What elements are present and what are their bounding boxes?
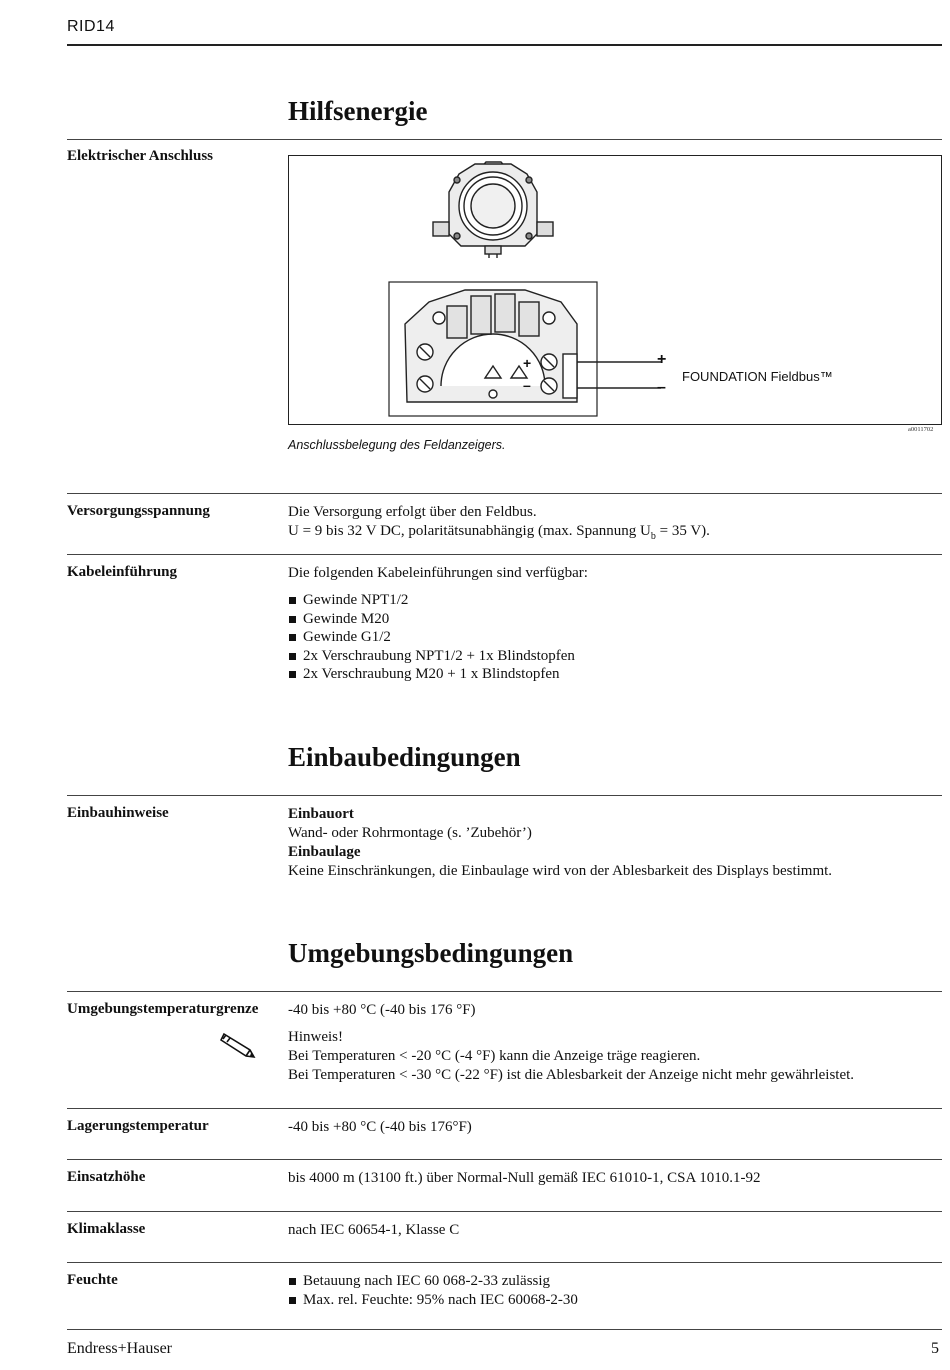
bus-plus-sign: + xyxy=(657,351,667,368)
row-rule xyxy=(67,554,942,555)
umgebungstemperatur-value: -40 bis +80 °C (-40 bis 176 °F) xyxy=(288,1002,476,1018)
versorgung-line-2 xyxy=(288,522,710,546)
header-doc-id: RID14 xyxy=(67,18,115,35)
list-item: Betauung nach IEC 60 068-2-33 zulässig xyxy=(288,1272,578,1291)
lagerungstemperatur-value: -40 bis +80 °C (-40 bis 176°F) xyxy=(288,1119,472,1135)
fieldbus-label: FOUNDATION Fieldbus™ xyxy=(682,369,833,384)
kabeleinfuehrung-intro: Die folgenden Kabeleinführungen sind verfügbar: xyxy=(288,565,588,581)
klimaklasse-value: nach IEC 60654-1, Klasse C xyxy=(288,1222,460,1238)
einsatzhoehe-value: bis 4000 m (13100 ft.) über Normal-Null gemäß IEC 61010-1, CSA 1010.1-92 xyxy=(288,1170,761,1186)
label-elektrischer-anschluss: Elektrischer Anschluss xyxy=(67,148,213,164)
row-rule xyxy=(67,493,942,494)
kabeleinfuehrung-list xyxy=(288,591,575,684)
row-rule xyxy=(67,1108,942,1109)
einbauort-text: Wand- oder Rohrmontage (s. ’Zubehör’) xyxy=(288,825,532,841)
section-title-hilfsenergie: Hilfsenergie xyxy=(288,96,428,126)
note-line-2: Bei Temperaturen < -30 °C (-22 °F) ist die Ablesbarkeit der Anzeige nicht mehr gewährleistet. xyxy=(288,1067,855,1083)
einbauort-heading: Einbauort xyxy=(288,806,354,822)
versorgung-line-1: Die Versorgung erfolgt über den Feldbus. xyxy=(288,504,537,520)
section-title-einbaubedingungen: Einbaubedingungen xyxy=(288,742,521,772)
label-kabeleinfuehrung: Kabeleinführung xyxy=(67,564,178,580)
list-item: Gewinde NPT1/2 xyxy=(288,591,575,610)
housing-top-view xyxy=(433,162,553,258)
label-einsatzhoehe: Einsatzhöhe xyxy=(67,1169,146,1185)
label-lagerungstemperatur: Lagerungstemperatur xyxy=(67,1118,209,1134)
note-title: Hinweis! xyxy=(288,1029,343,1045)
einbaulage-heading: Einbaulage xyxy=(288,844,361,860)
umgebungstemperatur-note xyxy=(288,1028,854,1085)
list-item: 2x Verschraubung NPT1/2 + 1x Blindstopfen xyxy=(288,647,575,666)
row-rule xyxy=(67,1211,942,1212)
terminal-block xyxy=(405,290,661,402)
list-item: 2x Verschraubung M20 + 1 x Blindstopfen xyxy=(288,665,575,684)
section-rule xyxy=(67,991,942,992)
terminal-plus-sign: + xyxy=(523,355,532,371)
label-versorgungsspannung: Versorgungsspannung xyxy=(67,503,210,519)
label-einbauhinweise: Einbauhinweise xyxy=(67,805,169,821)
section-rule xyxy=(67,795,942,796)
section-rule xyxy=(67,139,942,140)
terminal-minus-sign: – xyxy=(523,377,531,393)
wiring-diagram xyxy=(289,156,941,424)
label-feuchte: Feuchte xyxy=(67,1272,118,1288)
list-item: Gewinde M20 xyxy=(288,610,575,629)
list-item: Max. rel. Feuchte: 95% nach IEC 60068-2-30 xyxy=(288,1291,578,1310)
footer-brand: Endress+Hauser xyxy=(67,1340,172,1357)
figure-caption: Anschlussbelegung des Feldanzeigers. xyxy=(288,438,506,452)
footer-rule xyxy=(67,1329,942,1330)
label-klimaklasse: Klimaklasse xyxy=(67,1221,146,1237)
row-rule xyxy=(67,1159,942,1160)
versorgungsspannung-text xyxy=(288,503,710,546)
versorgung-line-2-post: = 35 V). xyxy=(655,523,710,539)
figure-code: a0011702 xyxy=(908,426,934,433)
einbaulage-text: Keine Einschränkungen, die Einbaulage wird von der Ablesbarkeit des Displays bestimmt. xyxy=(288,863,833,879)
label-umgebungstemperaturgrenze: Umgebungstemperaturgrenze xyxy=(67,1001,259,1017)
versorgung-line-2-pre: U = 9 bis 32 V DC, polaritätsunabhängig (max. Spannung U xyxy=(288,523,651,539)
note-line-1: Bei Temperaturen < -20 °C (-4 °F) kann die Anzeige träge reagieren. xyxy=(288,1048,701,1064)
einbauhinweise-text xyxy=(288,805,832,881)
page-number: 5 xyxy=(931,1340,939,1357)
list-item: Gewinde G1/2 xyxy=(288,628,575,647)
feuchte-list xyxy=(288,1272,578,1309)
bus-minus-sign: – xyxy=(657,379,666,396)
wiring-figure xyxy=(288,155,942,425)
row-rule xyxy=(67,1262,942,1263)
versorgung-line-2-sub: b xyxy=(650,531,656,542)
section-title-umgebungsbedingungen: Umgebungsbedingungen xyxy=(288,938,574,968)
header-rule xyxy=(67,44,942,46)
pencil-note-icon xyxy=(220,1030,260,1060)
